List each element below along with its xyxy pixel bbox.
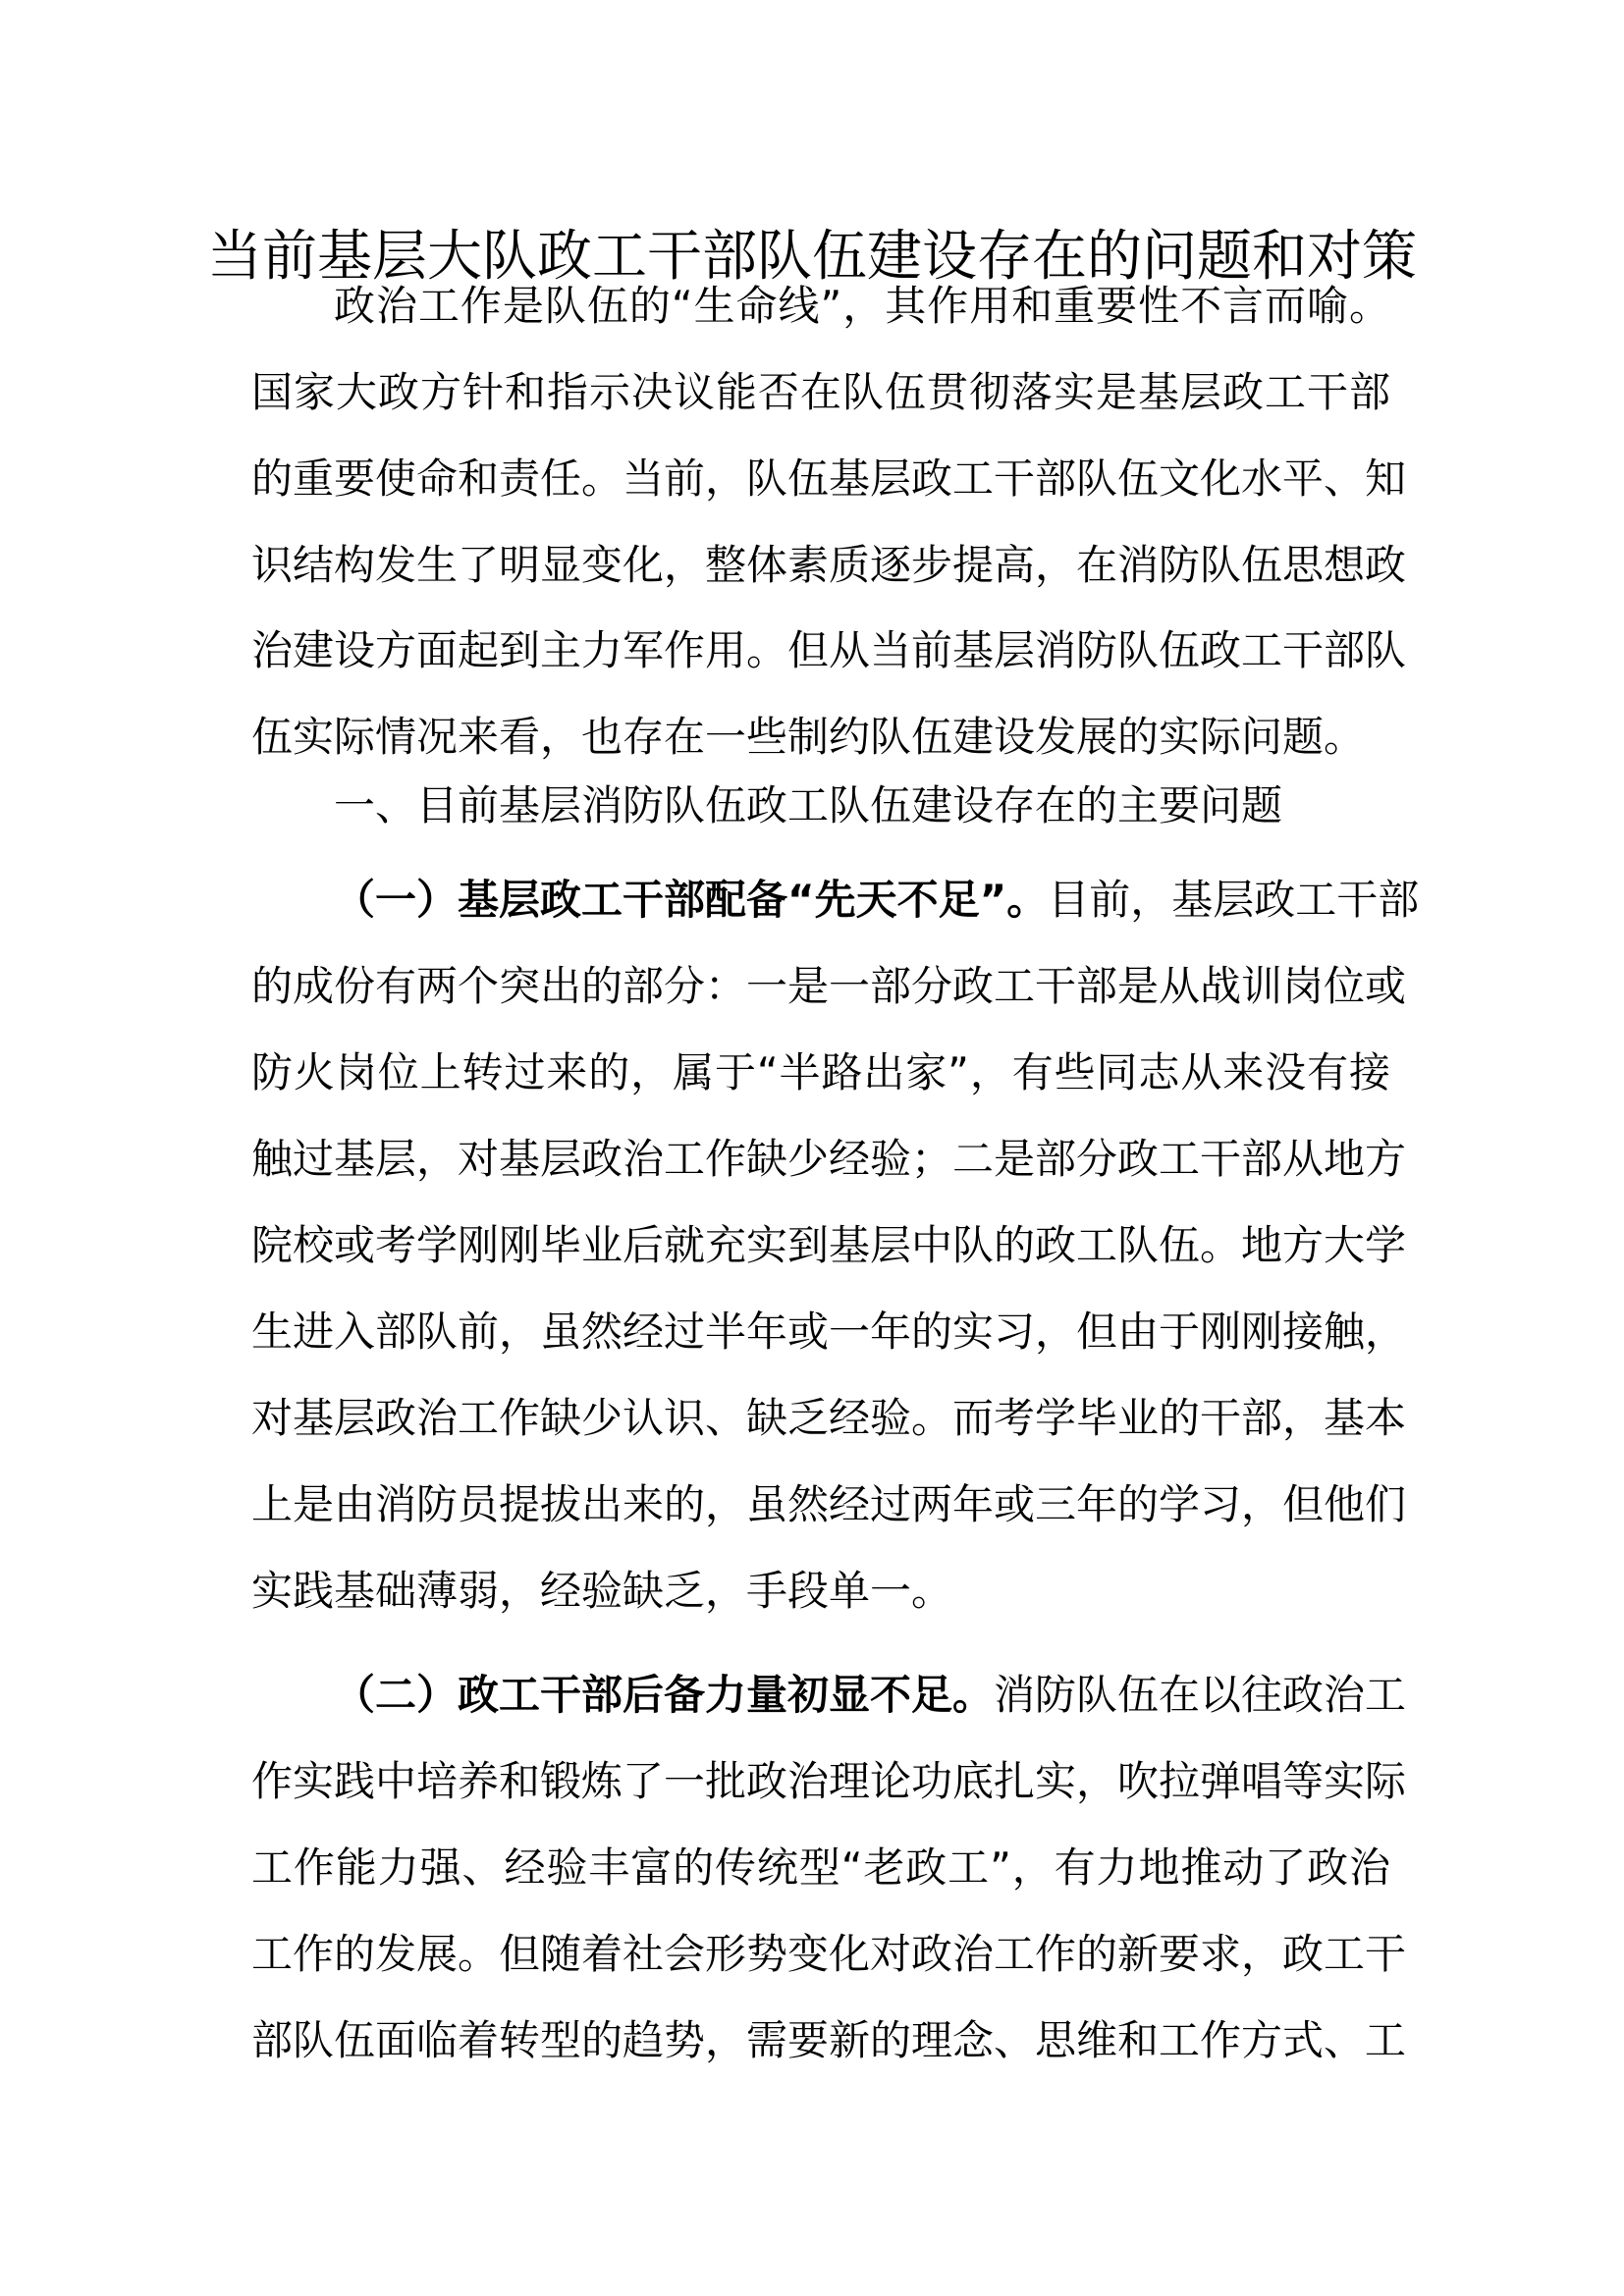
intro-line: 国家大政方针和指示决议能否在队伍贯彻落实是基层政工干部 [251, 368, 1390, 416]
point1-line: 的成份有两个突出的部分：一是一部分政工干部是从战训岗位或 [251, 962, 1407, 1010]
point1-line: 生进入部队前，虽然经过半年或一年的实习，但由于刚刚接触， [251, 1308, 1407, 1356]
section-heading: 一、目前基层消防队伍政工队伍建设存在的主要问题 [334, 781, 1283, 829]
point2-line: 部队伍面临着转型的趋势，需要新的理念、思维和工作方式、工 [251, 2016, 1407, 2064]
point1-line: 触过基层，对基层政治工作缺少经验；二是部分政工干部从地方 [251, 1135, 1407, 1183]
point1-first-line [334, 871, 1420, 930]
point1-line: 实践基础薄弱，经验缺乏，手段单一。 [251, 1567, 953, 1615]
point2-line: 作实践中培养和锻炼了一批政治理论功底扎实，吹拉弹唱等实际 [251, 1757, 1407, 1805]
point1-first-rest: 目前，基层政工干部 [1048, 876, 1420, 924]
point1-line: 防火岗位上转过来的，属于“半路出家”，有些同志从来没有接 [251, 1048, 1390, 1096]
intro-line: 治建设方面起到主力军作用。但从当前基层消防队伍政工干部队 [251, 626, 1407, 674]
point2-bold-heading: （二）政工干部后备力量初显不足。 [334, 1671, 995, 1719]
document-title: 当前基层大队政工干部队伍建设存在的问题和对策 [207, 225, 1417, 289]
intro-line: 政治工作是队伍的“生命线”，其作用和重要性不言而喻。 [334, 282, 1390, 330]
intro-line: 的重要使命和责任。当前，队伍基层政工干部队伍文化水平、知 [251, 454, 1407, 503]
intro-line: 伍实际情况来看，也存在一些制约队伍建设发展的实际问题。 [251, 713, 1366, 761]
point2-line: 工作的发展。但随着社会形势变化对政治工作的新要求，政工干 [251, 1930, 1407, 1978]
point2-first-rest: 消防队伍在以往政治工 [994, 1671, 1407, 1719]
point2-first-line [334, 1666, 1407, 1725]
point1-line: 院校或考学刚刚毕业后就充实到基层中队的政工队伍。地方大学 [251, 1221, 1407, 1269]
point1-bold-heading: （一）基层政工干部配备“先天不足”。 [334, 876, 1049, 924]
point1-line: 上是由消防员提拔出来的，虽然经过两年或三年的学习，但他们 [251, 1480, 1407, 1528]
point1-line: 对基层政治工作缺少认识、缺乏经验。而考学毕业的干部，基本 [251, 1394, 1407, 1442]
point2-line: 工作能力强、经验丰富的传统型“老政工”，有力地推动了政治 [251, 1843, 1390, 1892]
intro-line: 识结构发生了明显变化，整体素质逐步提高，在消防队伍思想政 [251, 541, 1407, 589]
